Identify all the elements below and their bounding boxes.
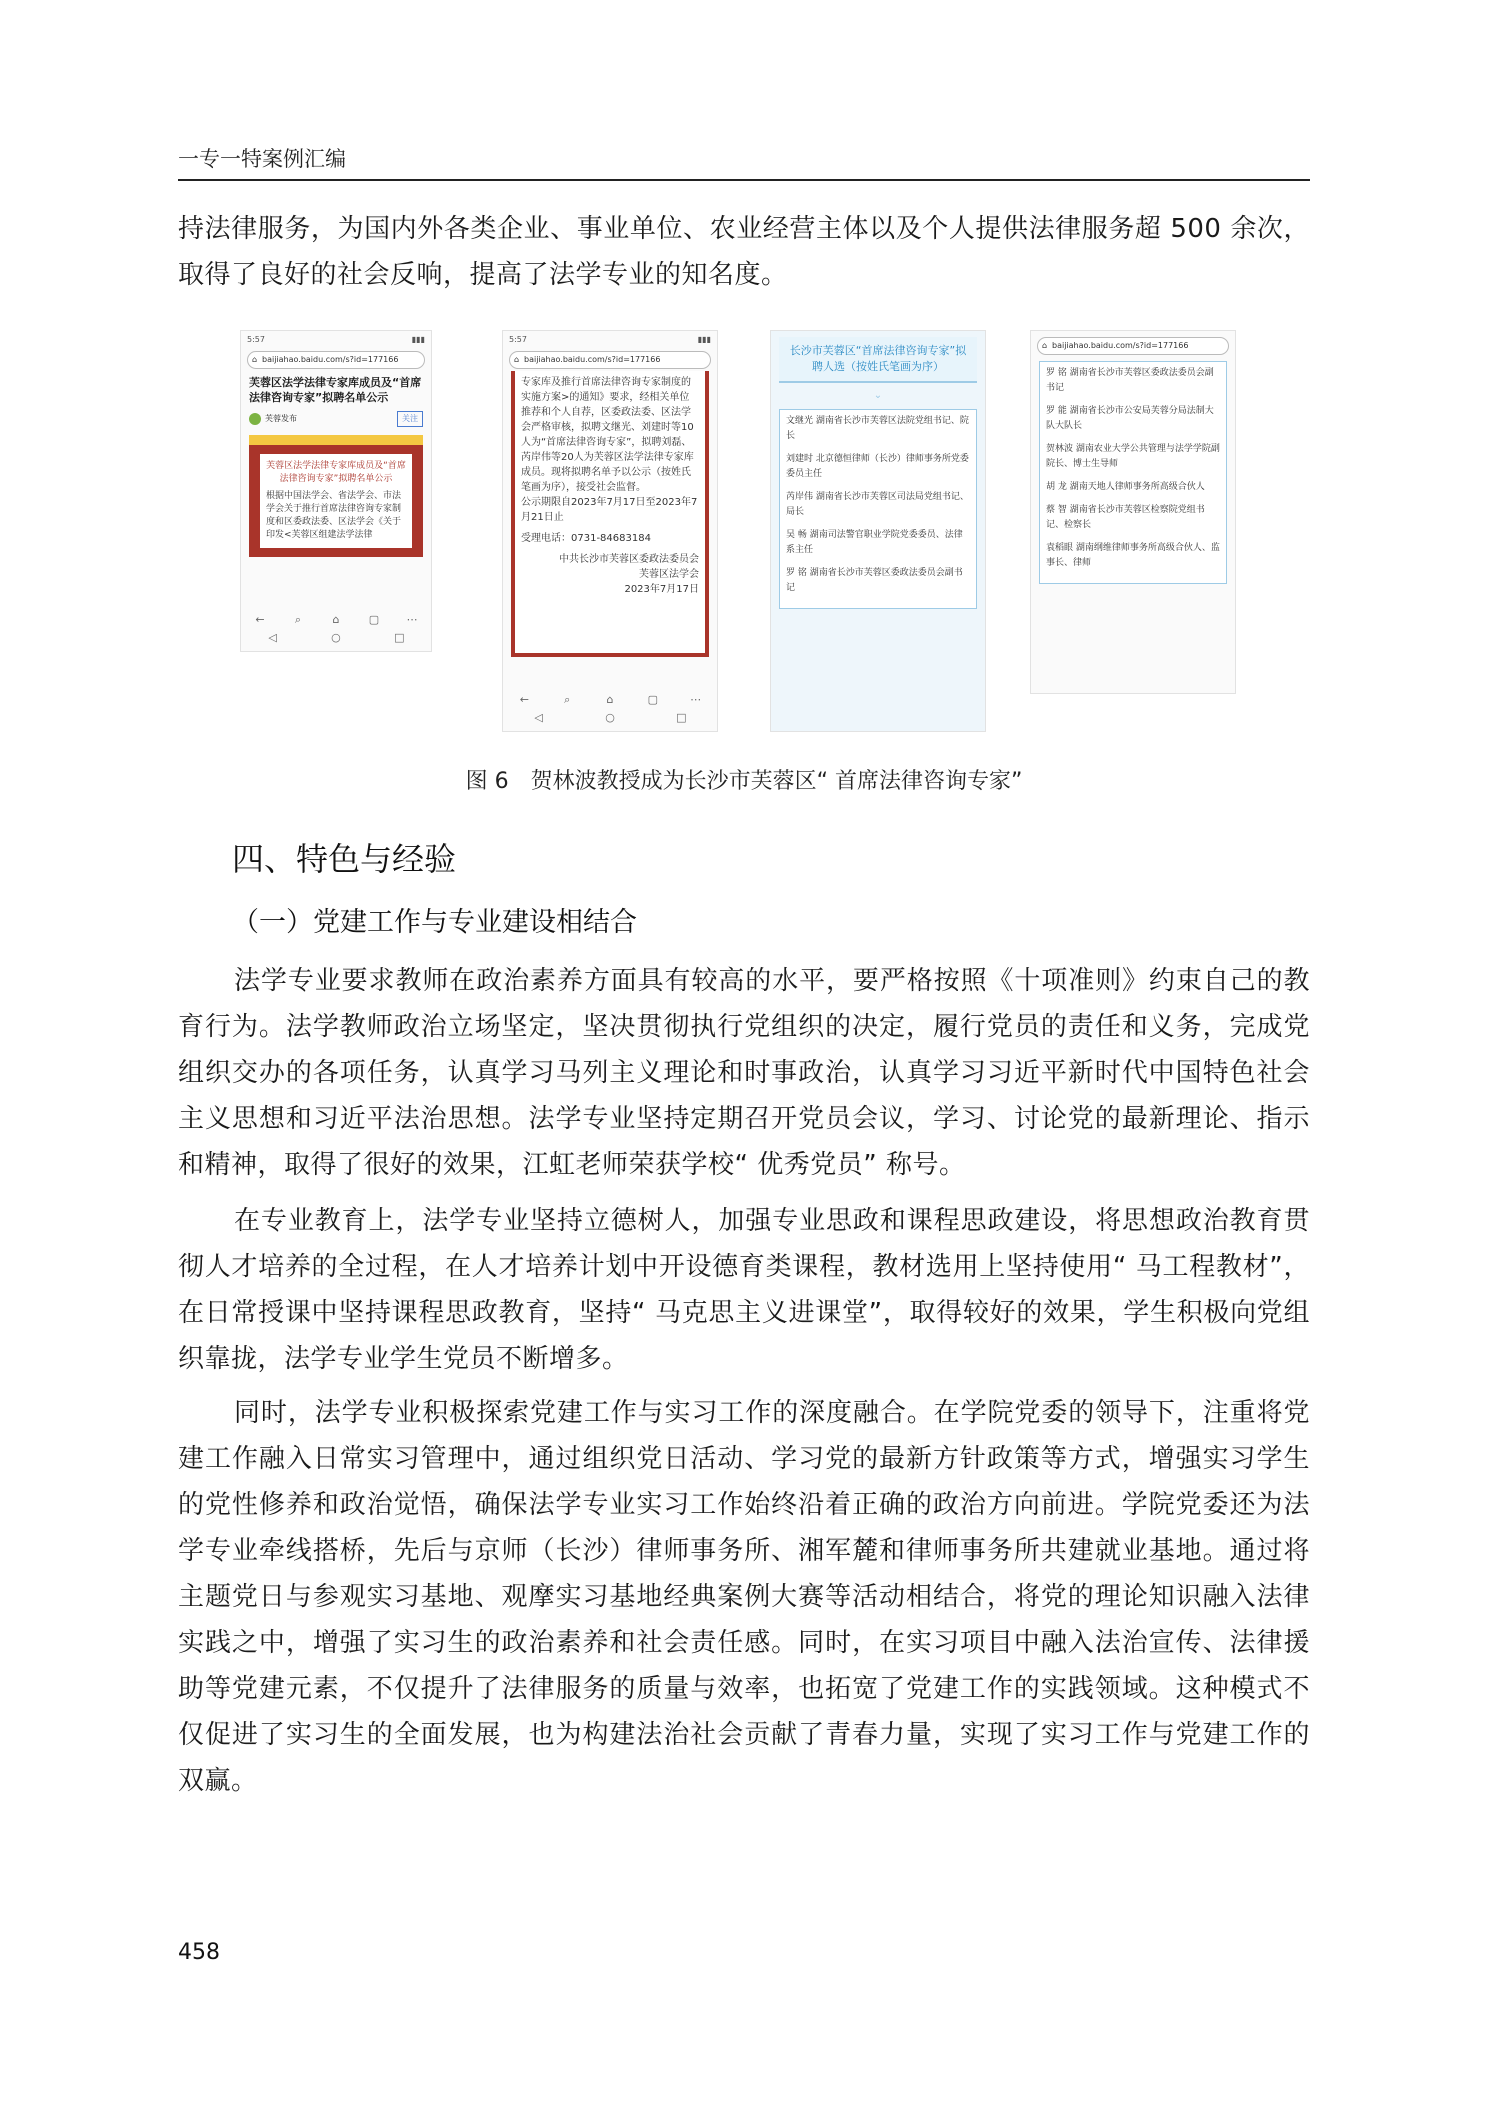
expert-list (1039, 361, 1227, 584)
screenshot-1 (240, 330, 432, 652)
intro-paragraph: 持法律服务，为国内外各类企业、事业单位、农业经营主体以及个人提供法律服务超 500 余次，取得了良好的社会反响，提高了法学专业的知名度。 (178, 214, 1310, 290)
status-bar: 5:57 ▮▮▮ (509, 335, 711, 344)
sys-recent-icon: □ (394, 631, 405, 644)
chevron-down-icon: ⌄ (873, 390, 883, 401)
notice-org-2: 芙蓉区法学会 (639, 569, 699, 580)
article-headline: 芙蓉区法学法律专家库成员及“首席法律咨询专家”拟聘名单公示 (249, 376, 422, 404)
url-bar: ⌂ baijiahao.baidu.com/s?id=177166 (247, 351, 425, 369)
red-document (249, 445, 423, 557)
sys-back-icon: ◁ (534, 711, 543, 724)
more-icon: ⋯ (690, 693, 702, 706)
lock-icon: ⌂ (252, 355, 258, 364)
notice-phone: 受理电话：0731-84683184 (521, 533, 651, 544)
list-item: 蔡 智 湖南省长沙市芙蓉区检察院党组书记、检察长 (1046, 505, 1205, 530)
publisher-name: 芙蓉发布 (265, 414, 297, 423)
notice-date: 2023年7月17日 (624, 584, 699, 595)
list-item: 罗 铭 湖南省长沙市芙蓉区委政法委员会副书记 (786, 568, 963, 593)
notice-body: 根据中国法学会、省法学会、市法学会关于推行首席法律咨询专家制度和区委政法委、区法学会《关于印发<芙蓉区组建法学法律 (266, 491, 402, 540)
search-icon: ⌕ (564, 693, 571, 706)
screenshot-4 (1030, 330, 1236, 694)
lock-icon: ⌂ (514, 355, 520, 364)
url-bar: ⌂ baijiahao.baidu.com/s?id=177166 (1037, 337, 1229, 355)
sys-home-icon: ○ (331, 631, 341, 644)
notice-box (257, 451, 415, 551)
follow-button: 关注 (397, 411, 423, 427)
nav-bar (503, 693, 717, 729)
expert-list (779, 409, 977, 609)
notice-period: 公示期限自2023年7月17日至2023年7月21日止 (521, 497, 698, 523)
avatar (249, 413, 261, 425)
body-paragraph-2: 在专业教育上，法学专业坚持立德树人，加强专业思政和课程思政建设，将思想政治教育贯彻人才培养的全过程，在人才培养计划中开设德育类课程，教材选用上坚持使用“ 马工程教材”，在日常授课中坚持课程思政教育，坚持“ 马克思主义进课堂”，取得较好的效果，学生积极向党组织靠拢，法学专业学生党员不断增多。 (178, 1206, 1310, 1374)
list-item: 刘建时 北京德恒律师（长沙）律师事务所党委委员主任 (786, 454, 969, 479)
tabs-icon: ▢ (368, 613, 380, 626)
nav-bar (241, 613, 431, 649)
back-icon: ← (519, 693, 529, 706)
sys-back-icon: ◁ (268, 631, 277, 644)
list-item: 袁稻眼 湖南纲维律师事务所高级合伙人、监事长、律师 (1046, 543, 1220, 568)
section-heading: 四、特色与经验 (232, 840, 457, 878)
lock-icon: ⌂ (1042, 341, 1048, 350)
running-header: 一专一特案例汇编 (178, 143, 1310, 181)
figure-caption: 图 6 贺林波教授成为长沙市芙蓉区“ 首席法律咨询专家” (465, 769, 1023, 794)
body-paragraph-1: 法学专业要求教师在政治素养方面具有较高的水平，要严格按照《十项准则》约束自己的教育行为。法学教师政治立场坚定，坚决贯彻执行党组织的决定，履行党员的责任和义务，完成党组织交办的各项任务，认真学习马列主义理论和时事政治，认真学习习近平新时代中国特色社会主义思想和习近平法治思想。法学专业坚持定期召开党员会议，学习、讨论党的最新理论、指示和精神，取得了很好的效果，江虹老师荣获学校“ 优秀党员” 称号。 (178, 966, 1310, 1180)
figure-screenshots (240, 330, 1260, 730)
list-item: 贺林波 湖南农业大学公共管理与法学学院副院长、博士生导师 (1046, 444, 1220, 469)
screenshot-2 (502, 330, 718, 732)
list-item: 吴 畅 湖南司法警官职业学院党委委员、法律系主任 (786, 530, 963, 555)
notice-title: 芙蓉区法学法律专家库成员及“首席法律咨询专家”拟聘名单公示 (266, 461, 406, 484)
body-paragraph-3: 同时，法学专业积极探索党建工作与实习工作的深度融合。在学院党委的领导下，注重将党建工作融入日常实习管理中，通过组织党日活动、学习党的最新方针政策等方式，增强实习学生的党性修养和政治觉悟，确保法学专业实习工作始终沿着正确的政治方向前进。学院党委还为法学专业牵线搭桥，先后与京师（长沙）律师事务所、湘军麓和律师事务所共建就业基地。通过将主题党日与参观实习基地、观摩实习基地经典案例大赛等活动相结合，将党的理论知识融入法律实践之中，增强了实习生的政治素养和社会责任感。同时，在实习项目中融入法治宣传、法律援助等党建元素，不仅提升了法律服务的质量与效率，也拓宽了党建工作的实践领域。这种模式不仅促进了实习生的全面发展，也为构建法治社会贡献了青春力量，实现了实习工作与党建工作的双赢。 (178, 1398, 1310, 1796)
notice-page (515, 371, 705, 653)
screenshot-3 (770, 330, 986, 732)
home-icon: ⌂ (606, 693, 614, 706)
red-document (511, 371, 709, 657)
home-icon: ⌂ (332, 613, 340, 626)
notice-org-1: 中共长沙市芙蓉区委政法委员会 (559, 554, 699, 565)
back-icon: ← (255, 613, 265, 626)
page-number: 458 (178, 1940, 220, 1965)
list-title: 长沙市芙蓉区“首席法律咨询专家”拟聘人选（按姓氏笔画为序） (779, 337, 977, 383)
list-item: 罗 能 湖南省长沙市公安局芙蓉分局法制大队大队长 (1046, 406, 1214, 431)
banner-strip (249, 435, 423, 445)
url-bar: ⌂ baijiahao.baidu.com/s?id=177166 (509, 351, 711, 369)
sys-home-icon: ○ (605, 711, 615, 724)
list-item: 罗 铭 湖南省长沙市芙蓉区委政法委员会副书记 (1046, 368, 1214, 393)
publisher-row (241, 409, 431, 429)
list-item: 胡 龙 湖南天地人律师事务所高级合伙人 (1046, 482, 1205, 492)
list-item: 芮岸伟 湖南省长沙市芙蓉区司法局党组书记、局长 (786, 492, 969, 517)
search-icon: ⌕ (294, 613, 302, 626)
subsection-heading: （一）党建工作与专业建设相结合 (232, 907, 637, 938)
status-bar: 5:57 ▮▮▮ (247, 335, 425, 344)
list-item: 文继光 湖南省长沙市芙蓉区法院党组书记、院长 (786, 416, 969, 441)
more-icon: ⋯ (406, 613, 418, 626)
tabs-icon: ▢ (647, 693, 658, 706)
sys-recent-icon: □ (676, 711, 687, 724)
notice-body: 专家库及推行首席法律咨询专家制度的实施方案>的通知》要求，经相关单位推荐和个人自荐，区委政法委、区法学会严格审核，拟聘文继光、刘建时等10人为“首席法律咨询专家”，拟聘刘磊、芮岸伟等20人为芙蓉区法学法律专家库成员。现将拟聘名单予以公示（按姓氏笔画为序），接受社会监督。 (521, 377, 694, 493)
